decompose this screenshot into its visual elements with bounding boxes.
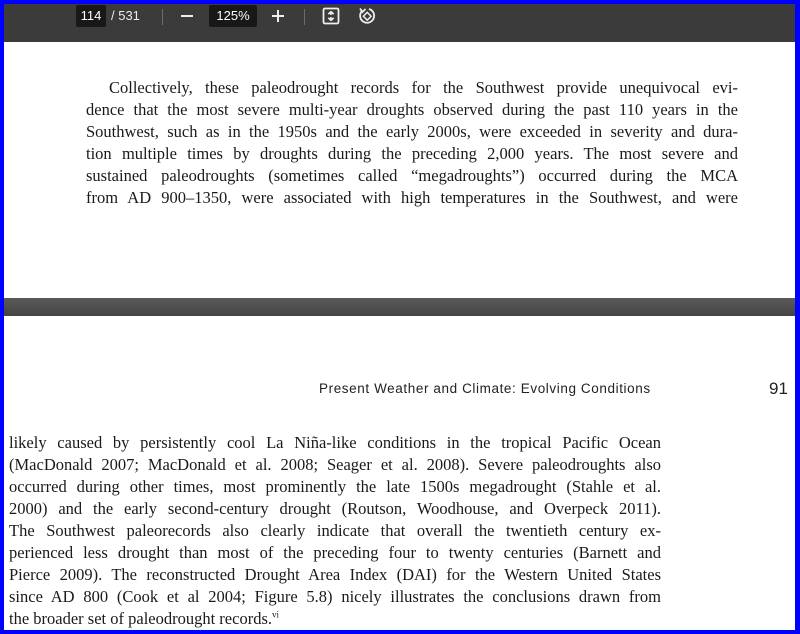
text-line: occurred during other times, most prominently the late 1500s megadrought (Stahle et al.: [9, 477, 661, 496]
page-number-input[interactable]: 114: [76, 5, 106, 27]
text-line: since AD 800 (Cook et al 2004; Figure 5.8) nicely illustrates the conclusions drawn from: [9, 587, 661, 606]
text-line: likely caused by persistently cool La Niña-like conditions in the tropical Pacific Ocean: [9, 433, 661, 452]
text-line: Pierce 2009). The reconstructed Drought Area Index (DAI) for the Western United States: [9, 565, 661, 584]
fit-to-page-icon[interactable]: [320, 5, 342, 27]
text-line: (MacDonald 2007; MacDonald et al. 2008; Seager et al. 2008). Severe paleodroughts also: [9, 455, 661, 474]
page-number: 91: [769, 379, 788, 398]
text-line: sustained paleodroughts (sometimes called “megadroughts”) occurred during the MCA: [86, 166, 738, 185]
zoom-level-input[interactable]: 125%: [209, 5, 257, 27]
plus-icon[interactable]: [267, 4, 289, 28]
running-head: Present Weather and Climate: Evolving Conditions: [319, 381, 651, 396]
page-total: / 531: [111, 8, 140, 23]
minus-icon[interactable]: [176, 4, 198, 28]
text-line: dence that the most severe multi-year droughts observed during the past 110 years in the: [86, 100, 738, 119]
toolbar-divider: [162, 9, 163, 25]
text-line: Collectively, these paleodrought records for the Southwest provide unequivocal evi-: [109, 78, 738, 97]
text-line: perienced less drought than most of the preceding four to twenty centuries (Barnett and: [9, 543, 661, 562]
text-line-content: the broader set of paleodrought records.: [9, 609, 272, 628]
text-line: Southwest, such as in the 1950s and the early 2000s, were exceeded in severity and dura-: [86, 122, 738, 141]
body-paragraph: [86, 77, 738, 209]
body-paragraph: [9, 432, 661, 630]
text-line: tion multiple times by droughts during the preceding 2,000 years. The most severe and: [86, 144, 738, 163]
text-line: from AD 900–1350, were associated with high temperatures in the Southwest, and were: [86, 188, 738, 207]
page-separator: [4, 298, 795, 316]
pdf-viewer: [4, 4, 795, 630]
text-line: [9, 608, 661, 630]
rotate-icon[interactable]: [356, 5, 378, 27]
text-line: 2000) and the early second-century drought (Routson, Woodhouse, and Overpeck 2011).: [9, 499, 661, 518]
footnote-marker[interactable]: vi: [272, 609, 280, 620]
text-line: The Southwest paleorecords also clearly indicate that overall the twentieth century ex-: [9, 521, 661, 540]
toolbar-divider: [304, 9, 305, 25]
pdf-toolbar: [4, 4, 795, 42]
